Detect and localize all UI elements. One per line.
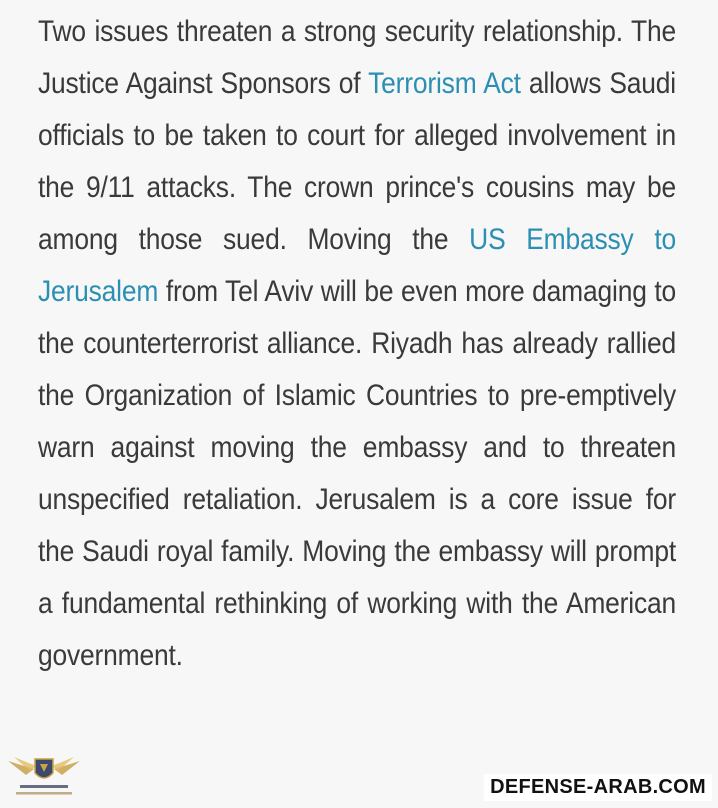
forum-logo-icon xyxy=(4,733,84,803)
paragraph-text-1: Two issues threaten a strong security relationship. The Justice Against Sponsors of xyxy=(38,15,676,100)
terrorism-act-link[interactable]: Terrorism Act xyxy=(368,67,521,100)
paragraph-text-3: from Tel Aviv will be even more damaging to the counterterrorist alliance. Riyadh has already rallied the Organization of Islamic Countries to pre-emptively warn against moving the embassy and to threaten unspecified retaliation. Jerusalem is a core issue for the Saudi royal family. Moving the embassy will prompt a fundamental rethinking of working with the American government. xyxy=(38,275,676,672)
paragraph-text-2: allows Saudi officials to be taken to court for alleged involvement in the 9/11 attacks. The crown prince's cousins may be among those sued. Moving the xyxy=(38,67,676,256)
site-watermark: DEFENSE-ARAB.COM xyxy=(484,774,712,801)
article-body xyxy=(38,6,676,682)
article-paragraph xyxy=(38,6,676,682)
us-embassy-link[interactable]: US Embassy to Jerusalem xyxy=(38,223,676,308)
